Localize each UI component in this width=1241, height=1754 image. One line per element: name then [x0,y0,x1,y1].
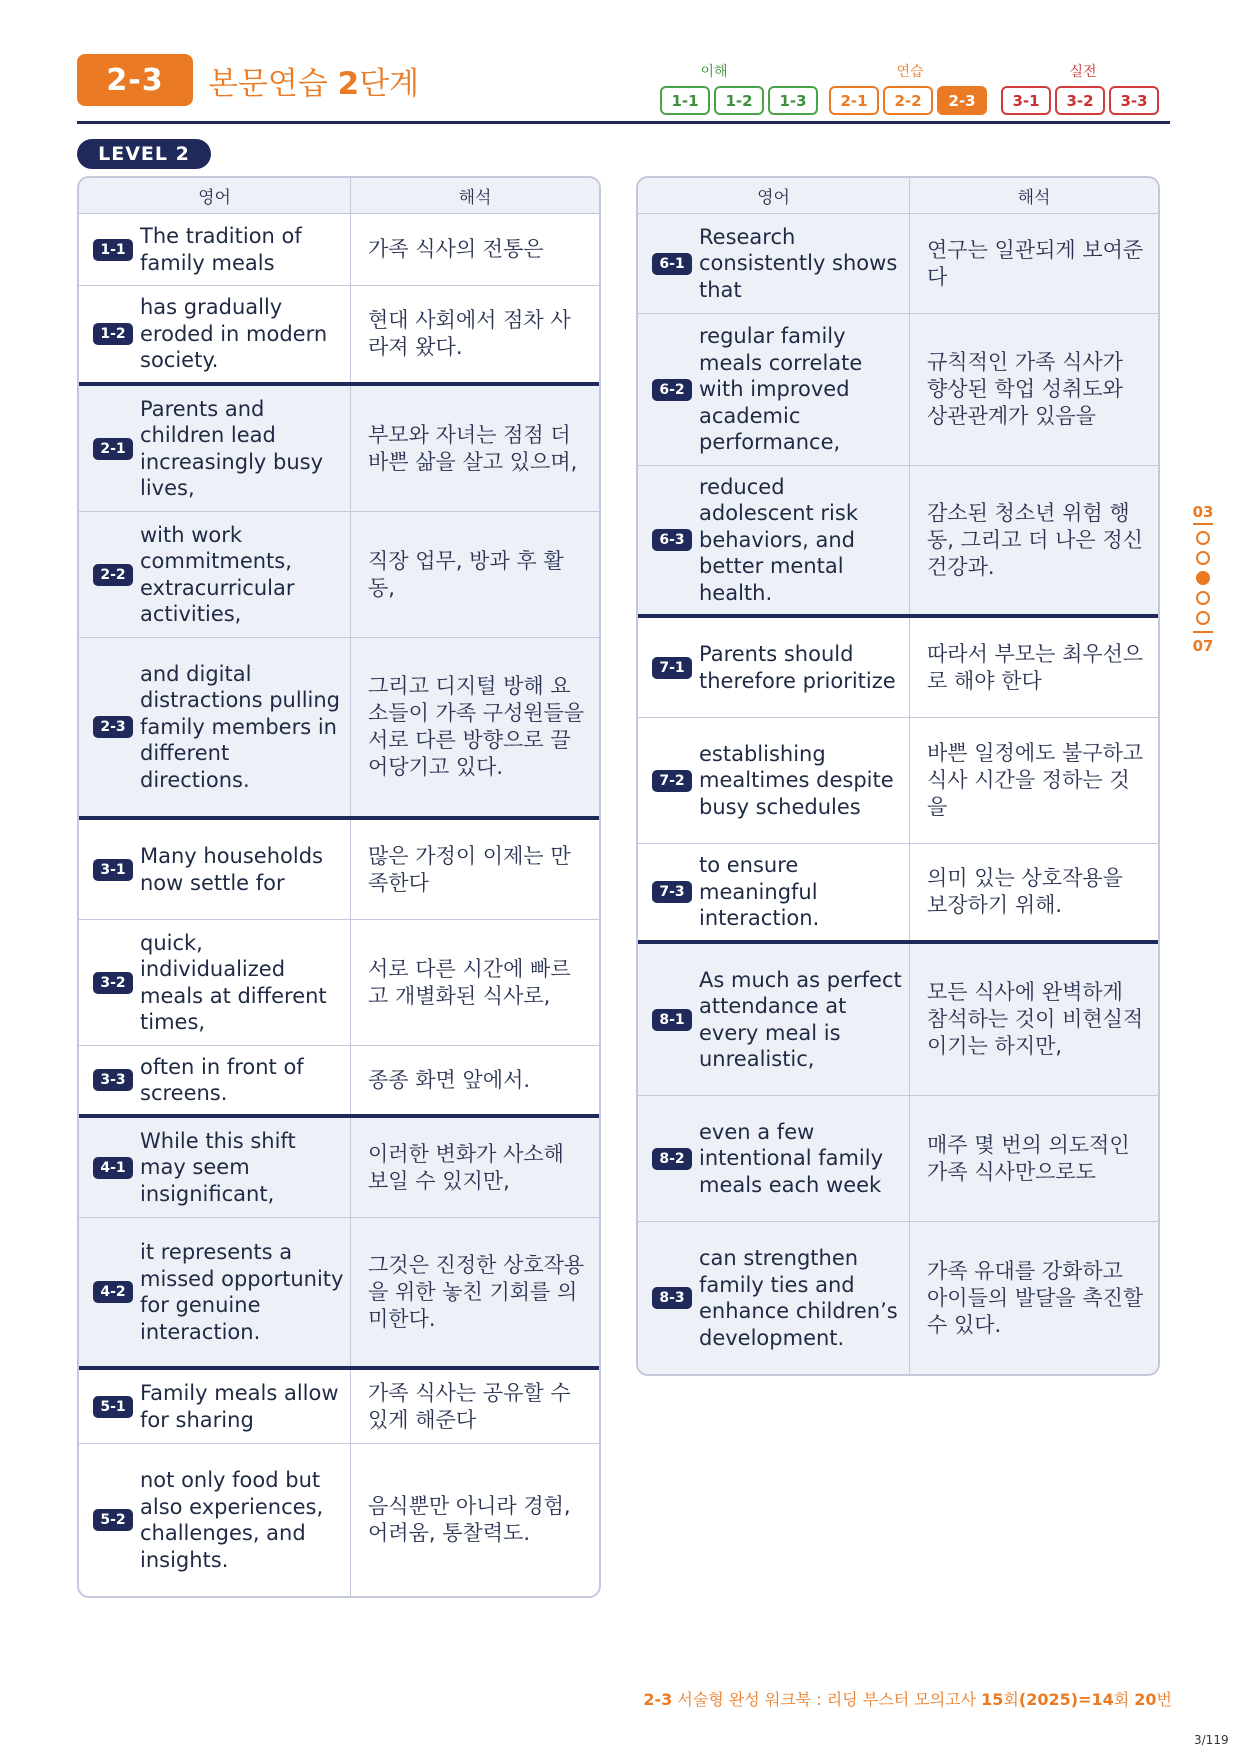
nav-button-2-2[interactable]: 2-2 [883,86,933,115]
indicator-bar [1193,523,1213,525]
nav-button-2-3[interactable]: 2-3 [937,86,987,115]
footer-title: 2-3 서술형 완성 워크북 : 리딩 부스터 모의고사 15회(2025)=14회 20번 [643,1690,1172,1709]
nav-group-label: 연습 [896,64,924,80]
position-dot [1196,591,1210,605]
korean-translation-cell: 연구는 일관되게 보여준다 [927,237,1144,289]
english-text: The tradition of family meals [140,224,302,275]
column-header-ko: 해석 [1017,188,1051,208]
sentence-number-badge: 7-1 [652,657,692,679]
english-cell [638,1222,910,1374]
table-row [638,944,1158,1096]
table-row [79,638,599,820]
english-text: Parents and children lead increasingly busy lives, [140,396,324,500]
korean-translation-cell: 따라서 부모는 최우선으로 해야 한다 [927,641,1144,693]
english-cell [79,1370,351,1443]
table-row [79,1118,599,1218]
english-text: not only food but also experiences, challenges, and insights. [140,1468,324,1572]
position-dot [1196,551,1210,565]
table-header [638,178,1158,214]
english-cell [79,286,351,382]
english-cell [638,314,910,465]
nav-button-3-2[interactable]: 3-2 [1055,86,1105,115]
korean-translation-cell: 규칙적인 가족 식사가 향상된 학업 성취도와 상관관계가 있음을 [927,350,1123,428]
position-dot [1196,531,1210,545]
korean-translation-cell: 그것은 진정한 상호작용을 위한 놓친 기회를 의미한다. [368,1252,585,1331]
english-text: has gradually eroded in modern society. [140,295,328,373]
english-cell [79,1118,351,1217]
english-cell [79,1444,351,1596]
english-cell [638,1096,910,1221]
english-cell [79,386,351,511]
table-row [79,214,599,286]
english-cell [638,618,910,717]
column-header-ko: 해석 [458,188,492,208]
indicator-start: 03 [1192,503,1214,521]
english-cell [638,844,910,940]
nav-button-3-1[interactable]: 3-1 [1001,86,1051,115]
table-row [638,314,1158,466]
english-text: regular family meals correlate with improved academic performance, [699,324,863,455]
table-row [638,618,1158,718]
sentence-number-badge: 6-2 [652,379,692,401]
korean-translation-cell: 의미 있는 상호작용을 보장하기 위해. [927,866,1123,917]
sentence-number-badge: 3-2 [93,972,133,994]
table-row [79,920,599,1046]
english-cell [79,214,351,285]
sentence-number-badge: 6-3 [652,529,692,551]
english-text: and digital distractions pulling family members in different directions. [140,661,341,792]
table-row [79,1046,599,1118]
sentence-number-badge: 5-1 [93,1396,133,1418]
sentence-number-badge: 2-2 [93,564,133,586]
nav-button-1-3[interactable]: 1-3 [768,86,818,115]
nav-button-2-1[interactable]: 2-1 [829,86,879,115]
sentence-number-badge: 8-2 [652,1148,692,1170]
nav-button-1-2[interactable]: 1-2 [714,86,764,115]
right-translation-table [636,176,1160,1376]
column-header-en: 영어 [638,178,910,213]
english-cell [79,638,351,816]
korean-translation-cell: 부모와 자녀는 점점 더 바쁜 삶을 살고 있으며, [368,422,578,474]
table-row [638,1096,1158,1222]
page-title: 본문연습 2단계 [208,66,420,102]
sentence-number-badge: 6-1 [652,253,692,275]
english-text: Parents should therefore prioritize [699,642,896,693]
korean-translation-cell: 많은 가정이 이제는 만족한다 [368,843,571,895]
sentence-number-badge: 1-2 [93,323,133,345]
korean-translation-cell: 그리고 디지털 방해 요소들이 가족 구성원들을 서로 다른 방향으로 끌어당기고 있다. [368,674,585,779]
korean-translation-cell: 가족 식사는 공유할 수 있게 해준다 [368,1380,571,1432]
table-row [79,1370,599,1444]
sentence-number-badge: 5-2 [93,1509,133,1531]
page-number: 3/119 [1194,1733,1229,1747]
english-text: even a few intentional family meals each week [699,1119,884,1197]
table-header [79,178,599,214]
table-row [79,386,599,512]
table-row [638,466,1158,618]
sentence-number-badge: 8-3 [652,1287,692,1309]
english-text: can strengthen family ties and enhance children’s development. [699,1246,898,1350]
english-text: Many households now settle for [140,844,323,895]
table-row [638,1222,1158,1374]
english-cell [79,920,351,1045]
left-translation-table [77,176,601,1598]
korean-translation-cell: 음식뿐만 아니라 경험, 어려움, 통찰력도. [368,1494,571,1545]
column-header-en: 영어 [79,178,351,213]
english-text: reduced adolescent risk behaviors, and better mental health. [699,474,858,605]
english-text: often in front of screens. [140,1054,304,1105]
table-row [79,512,599,638]
korean-translation-cell: 현대 사회에서 점차 사라져 왔다. [368,308,571,359]
korean-translation-cell: 매주 몇 번의 의도적인 가족 식사만으로도 [927,1132,1130,1184]
sentence-number-badge: 8-1 [652,1009,692,1031]
korean-translation-cell: 직장 업무, 방과 후 활동, [368,548,564,600]
current-position-dot [1196,571,1210,585]
indicator-end: 07 [1192,637,1214,655]
english-cell [638,214,910,313]
korean-translation-cell: 모든 식사에 완벽하게 참석하는 것이 비현실적이기는 하지만, [927,980,1144,1058]
level-badge: LEVEL 2 [77,139,211,169]
nav-button-1-1[interactable]: 1-1 [660,86,710,115]
english-cell [638,466,910,614]
sentence-number-badge: 3-3 [93,1069,133,1091]
sentence-number-badge: 2-3 [93,716,133,738]
sentence-number-badge: 4-2 [93,1281,133,1303]
sentence-number-badge: 7-2 [652,770,692,792]
korean-translation-cell: 바쁜 일정에도 불구하고 식사 시간을 정하는 것을 [927,741,1144,819]
table-row [638,214,1158,314]
sentence-number-badge: 7-3 [652,881,692,903]
english-cell [79,512,351,637]
korean-translation-cell: 종종 화면 앞에서. [368,1067,531,1092]
english-text: As much as perfect attendance at every meal is unrealistic, [699,967,902,1071]
english-text: establishing mealtimes despite busy schedules [699,741,894,819]
table-row [79,1218,599,1370]
section-badge: 2-3 [77,54,193,106]
korean-translation-cell: 가족 유대를 강화하고 아이들의 발달을 촉진할 수 있다. [927,1258,1144,1337]
table-row [79,286,599,386]
header-divider [77,121,1170,124]
position-dot [1196,611,1210,625]
sentence-number-badge: 2-1 [93,438,133,460]
section-indicator [1188,503,1218,655]
english-cell [79,1218,351,1366]
nav-button-3-3[interactable]: 3-3 [1109,86,1159,115]
english-text: Family meals allow for sharing [140,1381,339,1432]
english-cell [79,1046,351,1114]
korean-translation-cell: 감소된 청소년 위험 행동, 그리고 더 나은 정신 건강과. [927,500,1143,579]
english-cell [638,944,910,1095]
table-row [79,820,599,920]
indicator-bar [1193,631,1213,633]
sentence-number-badge: 3-1 [93,859,133,881]
nav-group-label: 실전 [1069,64,1097,80]
table-row [79,1444,599,1596]
english-text: to ensure meaningful interaction. [699,853,820,931]
korean-translation-cell: 서로 다른 시간에 빠르고 개별화된 식사로, [368,956,571,1008]
english-cell [638,718,910,843]
english-text: quick, individualized meals at different times, [140,930,327,1034]
sentence-number-badge: 4-1 [93,1157,133,1179]
korean-translation-cell: 이러한 변화가 사소해 보일 수 있지만, [368,1141,564,1193]
english-text: While this shift may seem insignificant, [140,1128,296,1206]
table-row [638,844,1158,944]
english-text: Research consistently shows that [699,224,898,302]
nav-group-label: 이해 [700,64,728,80]
english-text: it represents a missed opportunity for genuine interaction. [140,1240,344,1344]
english-text: with work commitments, extracurricular activities, [140,522,295,626]
english-cell [79,820,351,919]
korean-translation-cell: 가족 식사의 전통은 [368,237,544,261]
sentence-number-badge: 1-1 [93,239,133,261]
table-row [638,718,1158,844]
